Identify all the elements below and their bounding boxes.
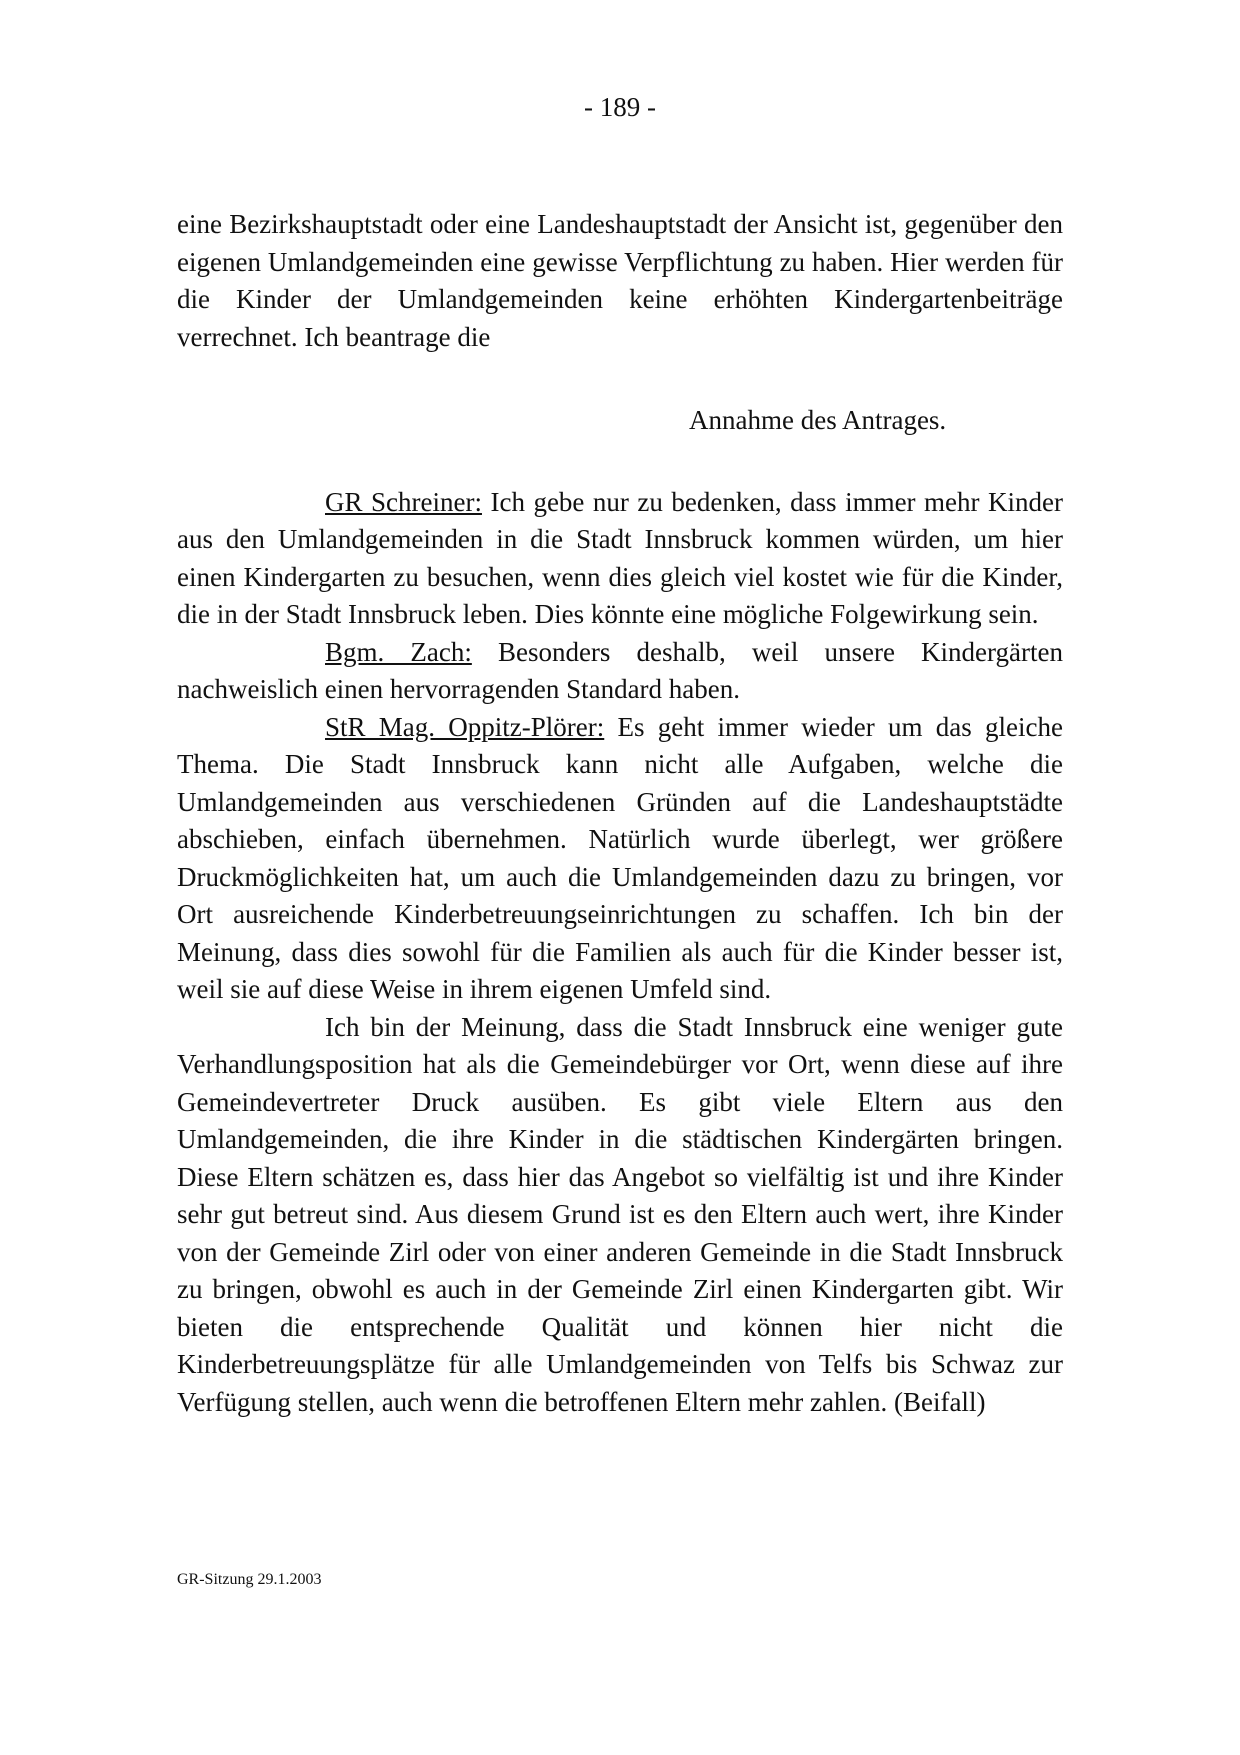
speaker-oppitz: StR Mag. Oppitz-Plörer: bbox=[325, 711, 605, 742]
paragraph-intro: eine Bezirkshauptstadt oder eine Landeshauptstadt der Ansicht ist, gegenüber den eigenen Umlandgemeinden eine gewisse Verpflichtung zu haben. Hier werden für die Kinder der Umlandgemeinden keine erhöhten Kindergartenbeiträge verrechnet. Ich beantrage die bbox=[177, 209, 1063, 352]
motion-text: Annahme des Antrages. bbox=[689, 405, 947, 435]
speaker-schreiner: GR Schreiner: bbox=[325, 486, 482, 517]
statement-zach: Besonders deshalb, weil unsere Kindergärten nachweislich einen hervorragenden Standard haben. bbox=[177, 636, 1063, 704]
page-number: - 189 - bbox=[584, 92, 656, 122]
paragraph-zach bbox=[177, 634, 1063, 709]
footer-session-date: GR-Sitzung 29.1.2003 bbox=[177, 1571, 322, 1588]
statement-schreiner: Ich gebe nur zu bedenken, dass immer mehr Kinder aus den Umlandgemeinden in die Stadt Innsbruck kommen würden, um hier einen Kindergarten zu besuchen, wenn dies gleich viel kostet wie für die Kinder, die in der Stadt Innsbruck leben. Dies könnte eine mögliche Folgewirkung sein. bbox=[177, 486, 1063, 629]
statement-oppitz: Es geht immer wieder um das gleiche Thema. Die Stadt Innsbruck kann nicht alle Aufgaben, welche die Umlandgemeinden aus verschiedenen Gründen auf die Landeshauptstädte abschieben, einfach übernehmen. Natürlich wurde überlegt, wer größere Druckmöglichkeiten hat, um auch die Umlandgemeinden dazu zu bringen, vor Ort ausreichende Kinderbetreuungseinrichtungen zu schaffen. Ich bin der Meinung, dass dies sowohl für die Familien als auch für die Kinder besser ist, weil sie auf diese Weise in ihrem eigenen Umfeld sind. bbox=[177, 711, 1063, 1004]
document-body bbox=[177, 206, 1063, 1421]
speaker-zach: Bgm. Zach: bbox=[325, 636, 472, 667]
paragraph-schreiner bbox=[177, 484, 1063, 634]
paragraph-oppitz-continued: Ich bin der Meinung, dass die Stadt Innsbruck eine weniger gute Verhandlungsposition hat als die Gemeindebürger vor Ort, wenn diese auf ihre Gemeindevertreter Druck ausüben. Es gibt viele Eltern aus den Umlandgemeinden, die ihre Kinder in die städtischen Kindergärten bringen. Diese Eltern schätzen es, dass hier das Angebot so vielfältig ist und ihre Kinder sehr gut betreut sind. Aus diesem Grund ist es den Eltern auch wert, ihre Kinder von der Gemeinde Zirl oder von einer anderen Gemeinde in die Stadt Innsbruck zu bringen, obwohl es auch in der Gemeinde Zirl einen Kindergarten gibt. Wir bieten die entsprechende Qualität und können hier nicht die Kinderbetreuungsplätze für alle Umlandgemeinden von Telfs bis Schwaz zur Verfügung stellen, auch wenn die betroffenen Eltern mehr zahlen. (Beifall) bbox=[177, 1011, 1063, 1417]
paragraph-oppitz bbox=[177, 709, 1063, 1009]
